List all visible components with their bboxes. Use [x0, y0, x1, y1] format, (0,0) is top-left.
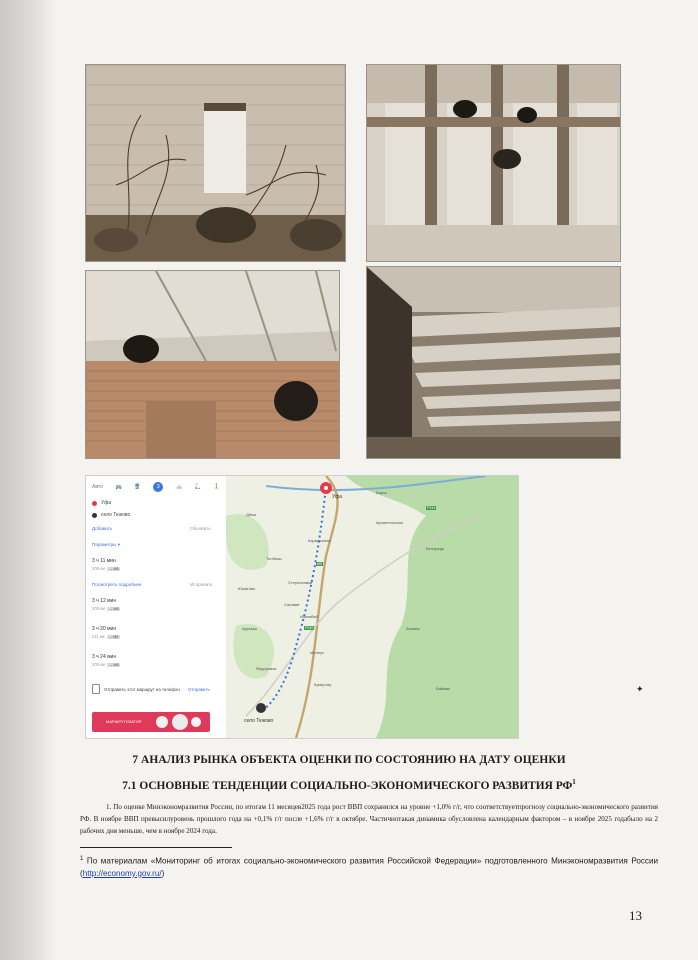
transport-modes [92, 482, 220, 492]
map-view[interactable]: Уфа село Тюково Дёма Кармаскалы Бирск Стерлитамак Ишимбай Салават Мелеуз Кумертау Белорецк Архангельское Толбазы Юматово Аургазы Федоровка Зилаир Баймак М5 Р240 Р314 [226, 476, 518, 738]
photo-dark-ceiling [366, 266, 621, 459]
ad-banner[interactable]: МАРШРУТИЗАТОР [92, 712, 210, 732]
footnote-link[interactable]: http://economy.gov.ru/ [82, 868, 162, 878]
page-number: 13 [629, 908, 642, 923]
reverse-link[interactable]: Обновить [190, 526, 211, 531]
route-option-2[interactable]: 3 ч 12 мин 209 км → М5 [92, 598, 119, 611]
phone-icon [92, 684, 100, 694]
params-link[interactable]: Параметры ▾ [92, 542, 121, 547]
body-paragraph: 1. По оценке Минэкономразвития России, по итогам 11 месяцев2025 года рост ВВП сохранился на уровне +1,0% г/г, что соответствуетпрогнозу социально-экономического развития РФ. В ноябре ВВП превысилуровень прошлого года на +0,1% г/г после +1,6% г/г в октябре. Частичнотакая динамика обусловлена календарным фактором – в ноябре 2025 годабыло на 2 рабочих дня меньше, чем в ноябре 2024 года. [80, 803, 658, 835]
mode-car[interactable]: Авто [92, 484, 103, 490]
route-option-3[interactable]: 3 ч 20 мин 211 км → М5 [92, 626, 119, 639]
send-button[interactable]: Отправить [188, 686, 210, 692]
scan-shadow [0, 0, 56, 960]
mode-active[interactable]: 3 [153, 482, 163, 492]
route-option-4[interactable]: 3 ч 24 мин 209 км → М5 [92, 654, 119, 667]
map-label-end: село Тюково [244, 718, 274, 724]
from-dot-icon [92, 501, 97, 506]
mode-scooter-icon[interactable]: 🛴 [194, 484, 202, 490]
route-from[interactable]: Уфа [92, 500, 111, 506]
route-to[interactable]: село Тюково [92, 512, 130, 518]
scan-speck: ✦ [636, 684, 644, 694]
fix-link[interactable]: Исправить [190, 582, 213, 587]
to-dot-icon [92, 513, 97, 518]
send-to-phone: Отправить этот маршрут на телефон Отправить [92, 684, 220, 694]
section-heading: 7 АНАЛИЗ РЫНКА ОБЪЕКТА ОЦЕНКИ ПО СОСТОЯНИЮ НА ДАТУ ОЦЕНКИ [132, 754, 566, 766]
footnote-rule [80, 847, 232, 848]
photo-ruined-wall [85, 64, 346, 262]
alt-routes-link[interactable]: Посмотреть подробнее [92, 582, 142, 587]
map-label-start: Уфа [332, 494, 343, 500]
mode-bus-icon[interactable]: 🚌 [115, 484, 122, 490]
add-point-link[interactable]: Добавить [92, 526, 113, 531]
mode-train-icon[interactable]: 🚆 [134, 484, 141, 490]
mode-bike-icon[interactable]: 🚲 [175, 484, 183, 490]
photo-ceiling-beams [366, 64, 621, 262]
route-map-screenshot [85, 475, 519, 739]
photo-brick-corner [85, 270, 340, 459]
subsection-heading: 7.1 ОСНОВНЫЕ ТЕНДЕНЦИИ СОЦИАЛЬНО-ЭКОНОМИЧЕСКОГО РАЗВИТИЯ $РФ^1$ [122, 778, 576, 792]
footnote: $^1$ По материалам «Мониторинг об итогах социально-экономического развития Российской Федерации» подготовленного Минэкономразвития России (http://economy.gov.ru/) [80, 856, 658, 878]
route-option-1[interactable]: 3 ч 11 мин 208 км → М5 [92, 558, 119, 571]
route-panel [86, 476, 226, 738]
mode-walk-icon[interactable]: 🚶 [213, 484, 220, 490]
